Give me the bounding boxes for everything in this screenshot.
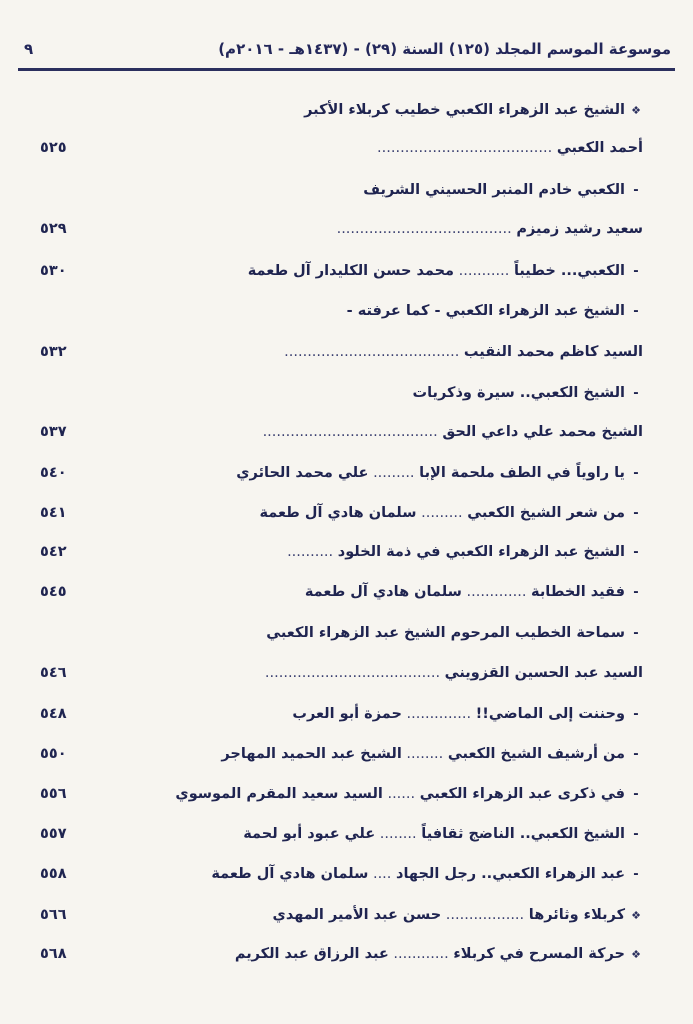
entry-author: سعيد رشيد زميزم (516, 221, 643, 237)
toc-entry (40, 659, 643, 687)
bullet-dash-icon: - (633, 304, 639, 319)
entry-page: ٥٤١ (40, 505, 67, 521)
leader-dots: ........... (458, 263, 510, 279)
toc-entry (40, 940, 643, 968)
entry-author: أحمد الكعبي (556, 140, 643, 156)
bullet-diamond-icon: ❖ (631, 948, 641, 961)
entry-author: السيد سعيد المقرم الموسوي (175, 786, 383, 802)
leader-dots: ........ (406, 746, 444, 762)
entry-title: يا راوياً في الطف ملحمة الإبا (419, 465, 625, 481)
entry-title: حركة المسرح في كربلاء (453, 946, 625, 962)
entry-author: حسن عبد الأمير المهدي (272, 907, 442, 923)
entry-author: السيد عبد الحسين القزويني (444, 665, 643, 681)
entry-author: علي عبود أبو لحمة (243, 826, 376, 842)
entry-author: سلمان هادي آل طعمة (211, 866, 369, 882)
leader-dots: ...................................... (284, 344, 460, 360)
entry-page: ٥٤٥ (40, 584, 67, 600)
entry-author: محمد حسن الكليدار آل طعمة (247, 263, 455, 279)
leader-dots: .......... (287, 544, 334, 560)
leader-dots: ...................................... (336, 221, 512, 237)
entry-page: ٥٥٨ (40, 866, 67, 882)
entry-title: عبد الزهراء الكعبي.. رجل الجهاد (396, 866, 625, 882)
toc-entry (40, 418, 643, 446)
entry-page: ٥٢٥ (40, 140, 67, 156)
leader-dots: ......... (373, 465, 415, 481)
page-number: ٩ (24, 40, 34, 58)
entry-title: من أرشيف الشيخ الكعبي (447, 746, 625, 762)
entry-author: علي محمد الحائري (236, 465, 369, 481)
toc-entry (40, 780, 643, 808)
entry-title: الشيخ الكعبي.. سيرة وذكريات (412, 385, 625, 401)
entry-title: الشيخ عبد الزهراء الكعبي خطيب كربلاء الأكبر (304, 102, 625, 118)
bullet-dash-icon: - (633, 545, 639, 560)
entry-title: من شعر الشيخ الكعبي (467, 505, 625, 521)
bullet-dash-icon: - (633, 867, 639, 882)
bullet-diamond-icon: ❖ (631, 104, 641, 117)
entry-page: ٥٥٦ (40, 786, 67, 802)
entry-page: ٥٥٧ (40, 826, 67, 842)
entry-title: الشيخ الكعبي.. الناضج ثقافياً (421, 826, 625, 842)
entry-page: ٥٢٩ (40, 221, 67, 237)
entry-page: ٥٤٨ (40, 706, 67, 722)
toc-entry (40, 459, 643, 487)
entry-page: ٥٦٨ (40, 946, 67, 962)
toc-entry (40, 860, 643, 888)
bullet-dash-icon: - (633, 183, 639, 198)
entry-title: فقيد الخطابة (531, 584, 625, 600)
entry-author: الشيخ عبد الحميد المهاجر (221, 746, 402, 762)
bullet-dash-icon: - (633, 466, 639, 481)
entry-page: ٥٣٢ (40, 344, 67, 360)
leader-dots: .... (372, 866, 392, 882)
entry-author: سلمان هادي آل طعمة (304, 584, 462, 600)
entry-page: ٥٤٢ (40, 544, 67, 560)
leader-dots: ...................................... (377, 140, 553, 156)
toc-entry (40, 379, 643, 407)
entry-title: سماحة الخطيب المرحوم الشيخ عبد الزهراء الكعبي (266, 625, 625, 641)
leader-dots: .............. (406, 706, 472, 722)
toc-entry (40, 499, 643, 527)
bullet-dash-icon: - (633, 506, 639, 521)
entry-author: عبد الرزاق عبد الكريم (234, 946, 389, 962)
entry-title: وحننت إلى الماضي!! (475, 706, 625, 722)
toc-entry (40, 820, 643, 848)
toc-entry (40, 740, 643, 768)
toc-entry (40, 176, 643, 204)
toc-entry (40, 901, 643, 929)
toc-entry (40, 96, 643, 124)
leader-dots: ...................................... (262, 424, 438, 440)
toc-entry (40, 297, 643, 325)
bullet-dash-icon: - (633, 626, 639, 641)
bullet-dash-icon: - (633, 386, 639, 401)
entry-page: ٥٣٠ (40, 263, 67, 279)
leader-dots: ...................................... (264, 665, 441, 681)
entry-page: ٥٦٦ (40, 907, 67, 923)
entry-title: الكعبي خادم المنبر الحسيني الشريف (363, 182, 625, 198)
bullet-dash-icon: - (633, 585, 639, 600)
entry-title: الشيخ عبد الزهراء الكعبي في ذمة الخلود (337, 544, 625, 560)
bullet-dash-icon: - (633, 787, 639, 802)
toc-entry (40, 134, 643, 162)
entry-page: ٥٤٠ (40, 465, 67, 481)
entry-author: السيد كاظم محمد النقيب (463, 344, 643, 360)
bullet-dash-icon: - (633, 264, 639, 279)
leader-dots: ........ (379, 826, 417, 842)
entry-title: الكعبي... خطيباً (513, 263, 625, 279)
toc-entry (40, 538, 643, 566)
entry-author: الشيخ محمد علي داعي الحق (442, 424, 643, 440)
toc-entry (40, 700, 643, 728)
entry-page: ٥٣٧ (40, 424, 67, 440)
entry-page: ٥٥٠ (40, 746, 67, 762)
leader-dots: ...... (387, 786, 416, 802)
entry-page: ٥٤٦ (40, 665, 67, 681)
entry-author: سلمان هادي آل طعمة (259, 505, 417, 521)
leader-dots: ......... (421, 505, 463, 521)
toc-entry (40, 578, 643, 606)
entry-author: حمزة أبو العرب (292, 706, 402, 722)
running-title: موسوعة الموسم المجلد (١٢٥) السنة (٢٩) - (١٤٣٧هـ - ٢٠١٦م) (218, 40, 671, 58)
entry-title: الشيخ عبد الزهراء الكعبي - كما عرفته - (346, 303, 625, 319)
toc-entry (40, 257, 643, 285)
bullet-dash-icon: - (633, 747, 639, 762)
bullet-dash-icon: - (633, 707, 639, 722)
leader-dots: ............. (466, 584, 527, 600)
bullet-dash-icon: - (633, 827, 639, 842)
entry-title: كربلاء وثائرها (528, 907, 625, 923)
toc-entry (40, 215, 643, 243)
toc-entry (40, 338, 643, 366)
leader-dots: ................. (445, 907, 525, 923)
toc-entry (40, 619, 643, 647)
bullet-diamond-icon: ❖ (631, 909, 641, 922)
leader-dots: ............ (393, 946, 449, 962)
entry-title: في ذكرى عبد الزهراء الكعبي (419, 786, 625, 802)
